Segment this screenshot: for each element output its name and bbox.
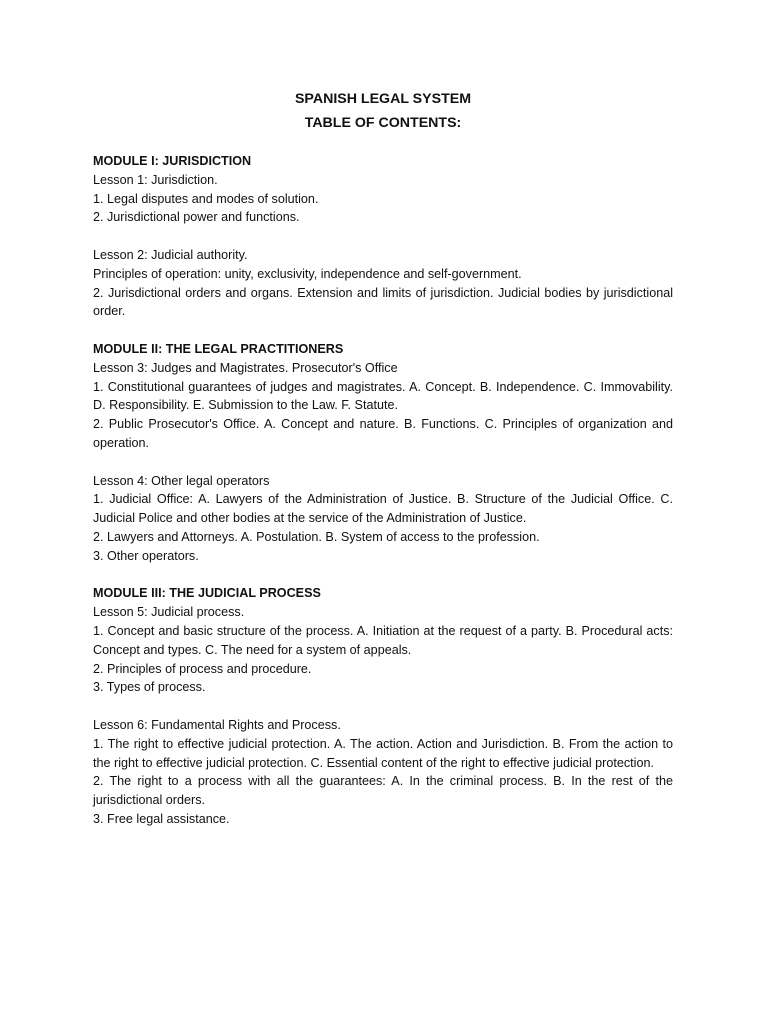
lesson-title: Lesson 2: Judicial authority.	[93, 247, 248, 262]
lesson-item: 2. Public Prosecutor's Office. A. Concept and nature. B. Functions. C. Principles of organization and operation.	[93, 417, 673, 450]
lesson-item: 3. Other operators.	[93, 548, 199, 563]
lesson-item: 1. Judicial Office: A. Lawyers of the Administration of Justice. B. Structure of the Judicial Office. C. Judicial Police and other bodies at the service of the Administration of Justice.	[93, 492, 673, 526]
spacer	[93, 566, 673, 585]
lesson-item: 1. Legal disputes and modes of solution.	[93, 191, 319, 206]
lesson-title: Lesson 4: Other legal operators	[93, 473, 270, 488]
lesson-title: Lesson 1: Jurisdiction.	[93, 172, 218, 187]
spacer	[93, 227, 673, 246]
lesson-item: 1. The right to effective judicial protection. A. The action. Action and Jurisdiction. B. From the action to the right to effective judicial protection. C. Essential content of the right to effective judicial protection.	[93, 736, 673, 770]
module-heading: MODULE I: JURISDICTION	[93, 154, 252, 168]
document-subtitle: TABLE OF CONTENTS:	[304, 114, 462, 131]
module-2	[93, 340, 673, 566]
lesson-4	[93, 472, 673, 566]
lesson-title: Lesson 3: Judges and Magistrates. Prosecutor's Office	[93, 360, 398, 375]
module-3	[93, 584, 673, 828]
module-1	[93, 152, 673, 321]
spacer	[93, 321, 673, 340]
lesson-title: Lesson 6: Fundamental Rights and Process.	[93, 717, 341, 732]
lesson-item: 2. Principles of process and procedure.	[93, 661, 312, 676]
module-heading: MODULE II: THE LEGAL PRACTITIONERS	[93, 341, 344, 356]
document-header	[93, 88, 673, 135]
lesson-3	[93, 359, 673, 453]
lesson-item: 2. Lawyers and Attorneys. A. Postulation. B. System of access to the profession.	[93, 529, 540, 544]
lesson-item: 3. Types of process.	[93, 680, 206, 695]
lesson-1	[93, 171, 673, 227]
module-heading: MODULE III: THE JUDICIAL PROCESS	[93, 586, 321, 601]
lesson-2	[93, 246, 673, 321]
lesson-item: 2. Jurisdictional orders and organs. Extension and limits of jurisdiction. Judicial bodies by jurisdictional order.	[93, 285, 673, 319]
lesson-item: 1. Constitutional guarantees of judges and magistrates. A. Concept. B. Independence. C. Immovability. D. Responsibility. E. Submission to the Law. F. Statute.	[93, 379, 673, 413]
lesson-item: 1. Concept and basic structure of the process. A. Initiation at the request of a party. B. Procedural acts: Concept and types. C. The need for a system of appeals.	[93, 623, 673, 657]
document-page	[93, 88, 673, 829]
lesson-title: Lesson 5: Judicial process.	[93, 605, 245, 620]
lesson-6	[93, 716, 673, 829]
lesson-item: 2. Jurisdictional power and functions.	[93, 210, 300, 225]
lesson-item: 3. Free legal assistance.	[93, 811, 230, 826]
spacer	[93, 697, 673, 716]
spacer	[93, 453, 673, 472]
lesson-item: 2. The right to a process with all the guarantees: A. In the criminal process. B. In the rest of the jurisdictional orders.	[93, 774, 673, 808]
lesson-item: Principles of operation: unity, exclusivity, independence and self-government.	[93, 266, 522, 281]
lesson-5	[93, 603, 673, 697]
document-title: SPANISH LEGAL SYSTEM	[294, 91, 472, 107]
